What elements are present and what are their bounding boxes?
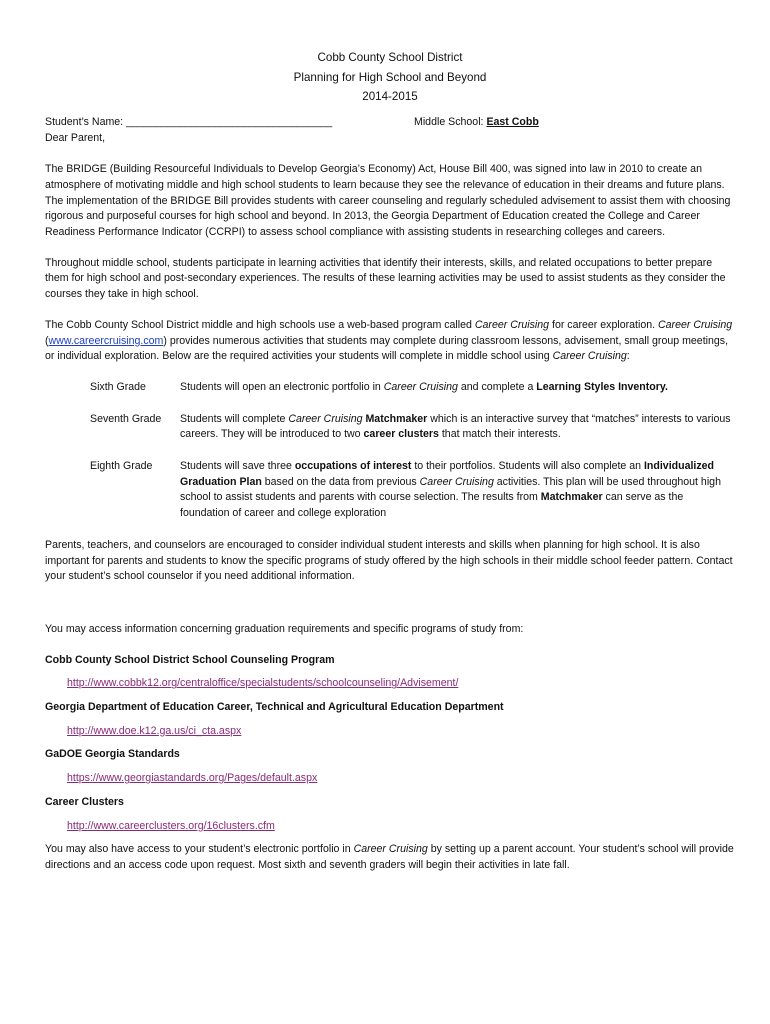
salutation: Dear Parent, [45,131,106,144]
middle-school-value: East Cobb [486,115,539,128]
school-year: 2014-2015 [362,90,418,103]
resource-title: GaDOE Georgia Standards [45,748,180,761]
grade-description: Students will open an electronic portfolio in Career Cruising and complete a Learning Styles Inventory. [180,380,668,393]
student-name-field: Student’s Name: ___________________________________ [45,115,333,128]
grade-label: Seventh Grade [90,412,162,425]
access-info-paragraph: You may access information concerning graduation requirements and specific programs of study from: [45,622,524,635]
parents-paragraph: Parents, teachers, and counselors are encouraged to consider individual student interests and skills when planning for high school. It is also important for parents and students to know the specific programs of study offered by the high schools in their middle school feeder pattern. Contact your student’s school counselor if you need additional information. [45,538,733,583]
grade-row-sixth [90,380,735,396]
career-cruising-link[interactable]: www.careercruising.com [48,334,164,347]
grade-row-eighth [90,459,735,522]
grade-label: Sixth Grade [90,380,146,393]
grade-label: Eighth Grade [90,460,153,473]
grade-description: Students will complete Career Cruising Matchmaker which is an interactive survey that “matches” interests to various careers. They will be introduced to two career clusters that match their interests. [180,412,731,441]
middle-school-field [414,115,539,131]
resource-title: Career Clusters [45,795,124,808]
resource-title: Georgia Department of Education Career, Technical and Agricultural Education Department [45,701,504,714]
middle-school-activities-paragraph: Throughout middle school, students participate in learning activities that identify their interests, skills, and related occupations to better prepare them for high school and post-secondary experiences. The results of these learning activities may be used to assist students as they consider the courses they take in high school. [45,256,726,301]
district-name: Cobb County School District [317,51,463,64]
resource-title: Cobb County School District School Counseling Program [45,653,335,666]
bridge-act-paragraph: The BRIDGE (Building Resourceful Individuals to Develop Georgia’s Economy) Act, House Bill 400, was signed into law in 2010 to create an atmosphere of motivating middle and high school students to learn because they see the relevance of education in their dreams and future plans. The implementation of the BRIDGE Bill provides students with career counseling and regularly scheduled advisement to assist them with choosing rigorous and purposeful courses for high school and beyond. In 2013, the Georgia Department of Education created the College and Career Readiness Performance Indicator (CCRPI) to assess school compliance with assisting students in researching colleges and careers. [45,163,731,239]
resource-link[interactable]: http://www.doe.k12.ga.us/ci_cta.aspx [67,724,242,737]
resource-list [45,653,735,835]
document-page [45,48,735,889]
parent-account-paragraph: You may also have access to your student’s electronic portfolio in Career Cruising by setting up a parent account. Your student’s school will provide directions and an access code upon request. Most sixth and seventh graders will begin their activities in late fall. [45,843,734,871]
middle-school-label: Middle School: [414,115,484,128]
resource-link[interactable]: https://www.georgiastandards.org/Pages/default.aspx [67,772,318,785]
resource-link[interactable]: http://www.cobbk12.org/centraloffice/specialstudents/schoolcounseling/Advisement/ [67,677,459,690]
document-title: Planning for High School and Beyond [293,70,487,84]
grade-description: Students will save three occupations of interest to their portfolios. Students will also complete an Individualized Graduation Plan based on the data from previous Career Cruising activities. This plan will be used throughout high school to assist students and parents with course selection. The results from Matchmaker can serve as the foundation of career and college exploration [180,460,721,520]
resource-link[interactable]: http://www.careerclusters.org/16clusters.cfm [67,819,275,832]
career-cruising-paragraph: The Cobb County School District middle and high schools use a web-based program called Career Cruising for career exploration. Career Cruising (www.careercruising.com) provides numerous activities that students may complete during classroom lessons, advisement, small group meetings, or individual exploration. Below are the required activities your students will complete in middle school using Career Cruising: [45,318,733,363]
document-header [45,48,735,107]
student-info-row [45,115,735,131]
grade-row-seventh [90,412,735,443]
